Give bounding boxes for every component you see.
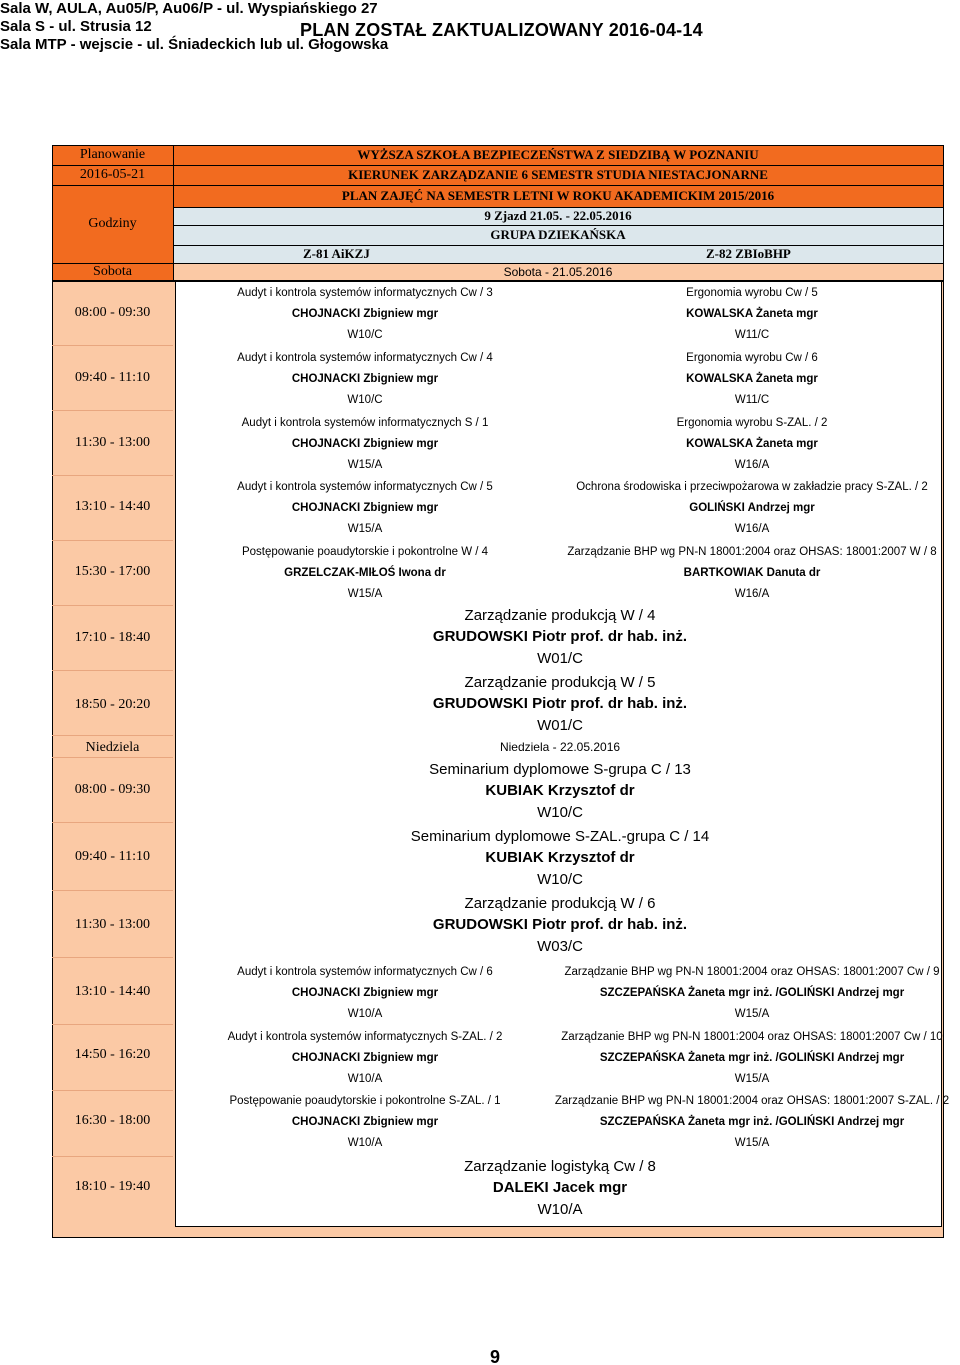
time-slot: 08:00 - 09:30: [74, 782, 151, 797]
class-room: W01/C: [537, 717, 583, 734]
class-room: W11/C: [734, 329, 770, 341]
time-divider: [52, 410, 173, 411]
time-divider: [52, 1024, 173, 1025]
class-room: W15/A: [734, 1137, 770, 1149]
time-slot: 14:50 - 16:20: [74, 1047, 151, 1062]
class-teacher: KOWALSKA Żaneta mgr: [686, 308, 818, 320]
class-teacher: GOLIŃSKI Andrzej mgr: [689, 502, 815, 514]
class-subject: Zarządzanie logistyką Cw / 8: [464, 1158, 656, 1175]
class-room: W10/A: [347, 1073, 383, 1085]
time-slot: 11:30 - 13:00: [75, 435, 150, 450]
class-teacher: KUBIAK Krzysztof dr: [485, 849, 635, 866]
divider: [173, 245, 944, 246]
sunday-date: Niedziela - 22.05.2016: [499, 740, 621, 754]
class-subject: Ochrona środowiska i przeciwpożarowa w zakładzie pracy S-ZAL. / 2: [576, 481, 928, 493]
class-teacher: GRUDOWSKI Piotr prof. dr hab. inż.: [432, 695, 688, 712]
class-teacher: CHOJNACKI Zbigniew mgr: [291, 1052, 439, 1064]
class-subject: Postępowanie poaudytorskie i pokontrolne W / 4: [241, 546, 489, 558]
zjazd-label: 9 Zjazd 21.05. - 22.05.2016: [173, 207, 943, 225]
class-cell: [175, 350, 555, 410]
class-cell: [175, 544, 555, 604]
class-cell: [175, 479, 555, 539]
time-slot: 09:40 - 11:10: [75, 370, 150, 385]
class-cell: [552, 964, 952, 1024]
plan-title: PLAN ZAJĘĆ NA SEMESTR LETNI W ROKU AKADEMICKIM 2015/2016: [173, 185, 943, 207]
class-room: W16/A: [734, 459, 770, 471]
class-room: W15/A: [347, 459, 383, 471]
class-room: W11/C: [734, 394, 770, 406]
hours-label: Godziny: [52, 185, 173, 263]
class-cell: [552, 479, 952, 539]
class-subject: Audyt i kontrola systemów informatycznych Cw / 4: [237, 352, 493, 364]
divider: [173, 225, 944, 226]
sunday-label: Niedziela: [85, 740, 140, 755]
time-divider: [52, 345, 173, 346]
group-right-label: Z-82 ZBIoBHP: [706, 246, 791, 261]
school-name: WYŻSZA SZKOŁA BEZPIECZEŃSTWA Z SIEDZIBĄ W POZNANIU: [173, 145, 943, 165]
joint-class-cell: [300, 673, 820, 737]
time-slot: 11:30 - 13:00: [75, 917, 150, 932]
class-subject: Zarządzanie BHP wg PN-N 18001:2004 oraz OHSAS: 18001:2007 W / 8: [567, 546, 937, 558]
faculty-name: KIERUNEK ZARZĄDZANIE 6 SEMESTR STUDIA NIESTACJONARNE: [173, 165, 943, 185]
class-teacher: DALEKI Jacek mgr: [492, 1179, 628, 1196]
class-cell: [175, 415, 555, 475]
class-room: W16/A: [734, 588, 770, 600]
time-divider: [52, 757, 173, 758]
class-teacher: SZCZEPAŃSKA Żaneta mgr inż. /GOLIŃSKI Andrzej mgr: [599, 1052, 905, 1064]
address-line-1: Sala W, AULA, Au05/P, Au06/P - ul. Wyspiańskiego 27: [0, 0, 378, 17]
joint-class-cell: [300, 606, 820, 670]
group-left-label: Z-81 AiKZJ: [303, 246, 370, 261]
time-slot: 18:50 - 20:20: [74, 697, 151, 712]
divider: [52, 165, 944, 166]
class-room: W10/A: [537, 1201, 583, 1218]
group-label: GRUPA DZIEKAŃSKA: [173, 225, 943, 245]
class-teacher: CHOJNACKI Zbigniew mgr: [291, 308, 439, 320]
time-slot: 13:10 - 14:40: [74, 499, 151, 514]
planning-date: 2016-05-21: [52, 165, 173, 185]
saturday-date: Sobota - 21.05.2016: [173, 263, 943, 281]
class-subject: Ergonomia wyrobu Cw / 6: [686, 352, 818, 364]
class-cell: [562, 350, 942, 410]
class-room: W16/A: [734, 523, 770, 535]
class-cell: [175, 1093, 555, 1153]
class-teacher: SZCZEPAŃSKA Żaneta mgr inż. /GOLIŃSKI Andrzej mgr: [599, 987, 905, 999]
class-teacher: SZCZEPAŃSKA Żaneta mgr inż. /GOLIŃSKI Andrzej mgr: [599, 1116, 905, 1128]
time-divider: [52, 822, 173, 823]
divider: [52, 263, 944, 264]
class-room: W15/A: [347, 588, 383, 600]
divider: [173, 145, 174, 281]
class-teacher: KOWALSKA Żaneta mgr: [686, 373, 818, 385]
class-subject: Zarządzanie BHP wg PN-N 18001:2004 oraz OHSAS: 18001:2007 Cw / 10: [561, 1031, 943, 1043]
group-row: [173, 245, 943, 263]
class-subject: Audyt i kontrola systemów informatycznych S-ZAL. / 2: [227, 1031, 503, 1043]
class-cell: [175, 285, 555, 345]
class-teacher: CHOJNACKI Zbigniew mgr: [291, 438, 439, 450]
class-room: W10/C: [347, 329, 383, 341]
class-teacher: KUBIAK Krzysztof dr: [485, 782, 635, 799]
class-cell: [552, 544, 952, 604]
class-teacher: CHOJNACKI Zbigniew mgr: [291, 1116, 439, 1128]
update-notice: PLAN ZOSTAŁ ZAKTUALIZOWANY 2016-04-14: [300, 20, 703, 40]
class-subject: Ergonomia wyrobu S-ZAL. / 2: [676, 417, 828, 429]
time-slot: 08:00 - 09:30: [74, 305, 151, 320]
class-subject: Zarządzanie produkcją W / 5: [464, 674, 656, 691]
joint-class-cell: [300, 827, 820, 891]
class-cell: [562, 415, 942, 475]
class-cell: [552, 1093, 952, 1153]
time-divider: [52, 957, 173, 958]
time-divider: [52, 1090, 173, 1091]
saturday-label: Sobota: [52, 263, 173, 281]
planning-label: Planowanie: [52, 145, 173, 165]
time-divider: [52, 670, 173, 671]
class-room: W10/C: [347, 394, 383, 406]
class-room: W15/A: [734, 1008, 770, 1020]
address-line-3: Sala MTP - wejscie - ul. Śniadeckich lub ul. Głogowska: [0, 36, 389, 53]
class-teacher: CHOJNACKI Zbigniew mgr: [291, 502, 439, 514]
class-subject: Zarządzanie BHP wg PN-N 18001:2004 oraz OHSAS: 18001:2007 S-ZAL. / 2: [554, 1095, 950, 1107]
class-subject: Postępowanie poaudytorskie i pokontrolne S-ZAL. / 1: [229, 1095, 501, 1107]
class-room: W03/C: [537, 938, 583, 955]
class-teacher: BARTKOWIAK Danuta dr: [683, 567, 821, 579]
class-room: W10/A: [347, 1008, 383, 1020]
time-divider: [52, 540, 173, 541]
class-cell: [175, 964, 555, 1024]
class-room: W10/C: [537, 871, 583, 888]
class-subject: Audyt i kontrola systemów informatycznych Cw / 5: [237, 481, 493, 493]
class-room: W10/C: [537, 804, 583, 821]
divider: [52, 185, 944, 186]
time-slot: 13:10 - 14:40: [74, 984, 151, 999]
class-teacher: GRUDOWSKI Piotr prof. dr hab. inż.: [432, 628, 688, 645]
class-teacher: CHOJNACKI Zbigniew mgr: [291, 987, 439, 999]
time-slot: 09:40 - 11:10: [75, 849, 150, 864]
class-subject: Audyt i kontrola systemów informatycznych Cw / 6: [237, 966, 493, 978]
class-subject: Audyt i kontrola systemów informatycznych S / 1: [241, 417, 489, 429]
class-teacher: CHOJNACKI Zbigniew mgr: [291, 373, 439, 385]
class-subject: Zarządzanie BHP wg PN-N 18001:2004 oraz OHSAS: 18001:2007 Cw / 9: [564, 966, 940, 978]
joint-class-cell: [300, 1157, 820, 1221]
time-slot: 16:30 - 18:00: [74, 1113, 151, 1128]
time-divider: [52, 1156, 173, 1157]
class-subject: Audyt i kontrola systemów informatycznych Cw / 3: [237, 287, 493, 299]
time-divider: [52, 890, 173, 891]
time-slot: 17:10 - 18:40: [74, 630, 151, 645]
class-teacher: KOWALSKA Żaneta mgr: [686, 438, 818, 450]
class-room: W01/C: [537, 650, 583, 667]
class-cell: [562, 285, 942, 345]
divider: [173, 207, 944, 208]
class-room: W10/A: [347, 1137, 383, 1149]
time-slot: 18:10 - 19:40: [74, 1179, 151, 1194]
time-divider: [52, 605, 173, 606]
joint-class-cell: [300, 894, 820, 958]
class-room: W15/A: [734, 1073, 770, 1085]
joint-class-cell: [300, 760, 820, 824]
class-cell: [552, 1029, 952, 1089]
class-teacher: GRUDOWSKI Piotr prof. dr hab. inż.: [432, 916, 688, 933]
class-subject: Zarządzanie produkcją W / 6: [464, 895, 656, 912]
time-divider: [52, 735, 173, 736]
address-line-2: Sala S - ul. Strusia 12: [0, 18, 152, 35]
class-subject: Seminarium dyplomowe S-grupa C / 13: [429, 761, 691, 778]
time-slot: 15:30 - 17:00: [74, 564, 151, 579]
class-subject: Ergonomia wyrobu Cw / 5: [686, 287, 818, 299]
class-cell: [175, 1029, 555, 1089]
page-number: 9: [490, 1347, 501, 1365]
class-subject: Seminarium dyplomowe S-ZAL.-grupa C / 14: [410, 828, 710, 845]
time-divider: [52, 475, 173, 476]
class-teacher: GRZELCZAK-MIŁOŚ Iwona dr: [284, 567, 446, 579]
time-column: [52, 281, 173, 1238]
class-subject: Zarządzanie produkcją W / 4: [464, 607, 656, 624]
class-room: W15/A: [347, 523, 383, 535]
